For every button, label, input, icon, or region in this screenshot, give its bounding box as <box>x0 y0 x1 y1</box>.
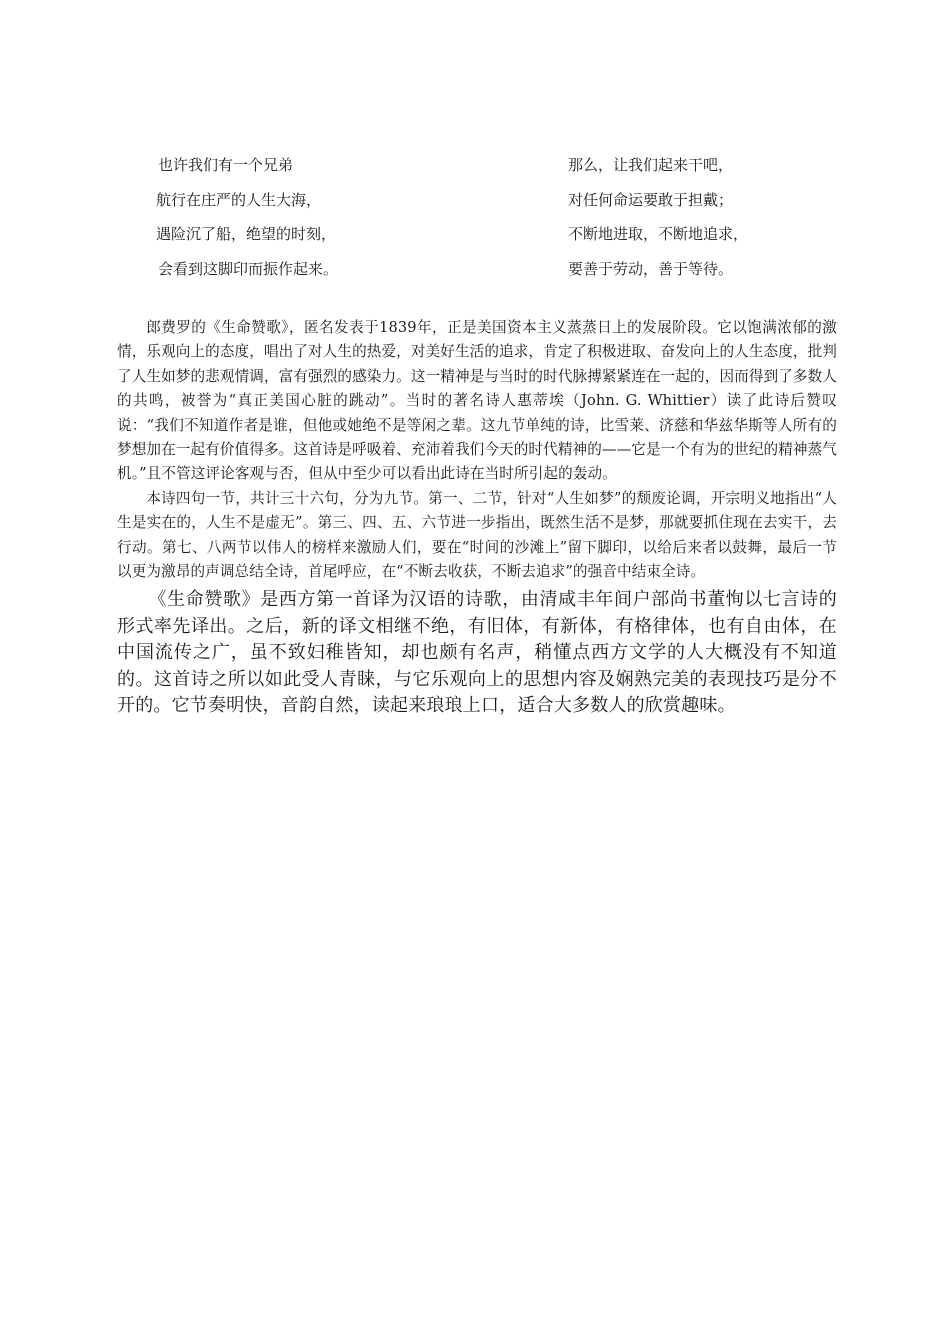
poem-excerpt <box>158 148 798 286</box>
poem-line: 不断地进取，不断地追求， <box>568 225 749 243</box>
poem-line: 航行在庄严的人生大海， <box>156 190 322 209</box>
poem-line: 那么，让我们起来干吧， <box>568 156 734 174</box>
poem-line: 会看到这脚印而振作起来。 <box>158 259 339 278</box>
essay-body <box>117 316 837 720</box>
essay-paragraph: 本诗四句一节，共计三十六句，分为九节。第一、二节，针对“人生如梦”的颓废论调，开宗明义地指出“人生是实在的，人生不是虚无”。第三、四、五、六节进一步指出，既然生活不是梦，那就要抓住现在去实干，去行动。第七、八两节以伟人的榜样来激励人们，要在“时间的沙滩上”留下脚印，以给后来者以鼓舞，最后一节以更为激昂的声调总结全诗，首尾呼应，在“不断去收获，不断去追求”的强音中结束全诗。 <box>117 489 837 581</box>
essay-paragraph: 《生命赞歌》是西方第一首译为汉语的诗歌，由清咸丰年间户部尚书董恂以七言诗的形式率先译出。之后，新的译文相继不绝，有旧体，有新体，有格律体，也有自由体，在中国流传之广，虽不致妇稚皆知，却也颇有名声，稍懂点西方文学的人大概没有不知道的。这首诗之所以如此受人青睐，与它乐观向上的思想内容及娴熟完美的表现技巧是分不开的。它节奏明快，音韵自然，读起来琅琅上口，适合大多数人的欣赏趣味。 <box>117 589 837 717</box>
poem-line: 对任何命运要敢于担戴； <box>568 190 734 209</box>
essay-paragraph: 郎费罗的《生命赞歌》，匿名发表于1839年，正是美国资本主义蒸蒸日上的发展阶段。它以饱满浓郁的激情，乐观向上的态度，唱出了对人生的热爱，对美好生活的追求，肯定了积极进取、奋发向上的人生态度，批判了人生如梦的悲观情调，富有强烈的感染力。这一精神是与当时的时代脉搏紧紧连在一起的，因而得到了多数人的共鸣，被誉为“真正美国心脏的跳动”。当时的著名诗人惠蒂埃（John. G. Whittier）读了此诗后赞叹说：“我们不知道作者是谁，但他或她绝不是等闲之辈。这九节单纯的诗，比雪莱、济慈和华兹华斯等人所有的梦想加在一起有价值得多。这首诗是呼吸着、充沛着我们今天的时代精神的——它是一个有为的世纪的精神蒸气机。”且不管这评论客观与否，但从中至少可以看出此诗在当时所引起的轰动。 <box>117 319 837 483</box>
poem-stanza-right <box>568 148 798 286</box>
poem-line: 遇险沉了船，绝望的时刻， <box>156 225 337 243</box>
poem-line: 要善于劳动，善于等待。 <box>568 259 734 278</box>
poem-stanza-left <box>158 148 518 286</box>
poem-line: 也许我们有一个兄弟 <box>158 156 294 174</box>
